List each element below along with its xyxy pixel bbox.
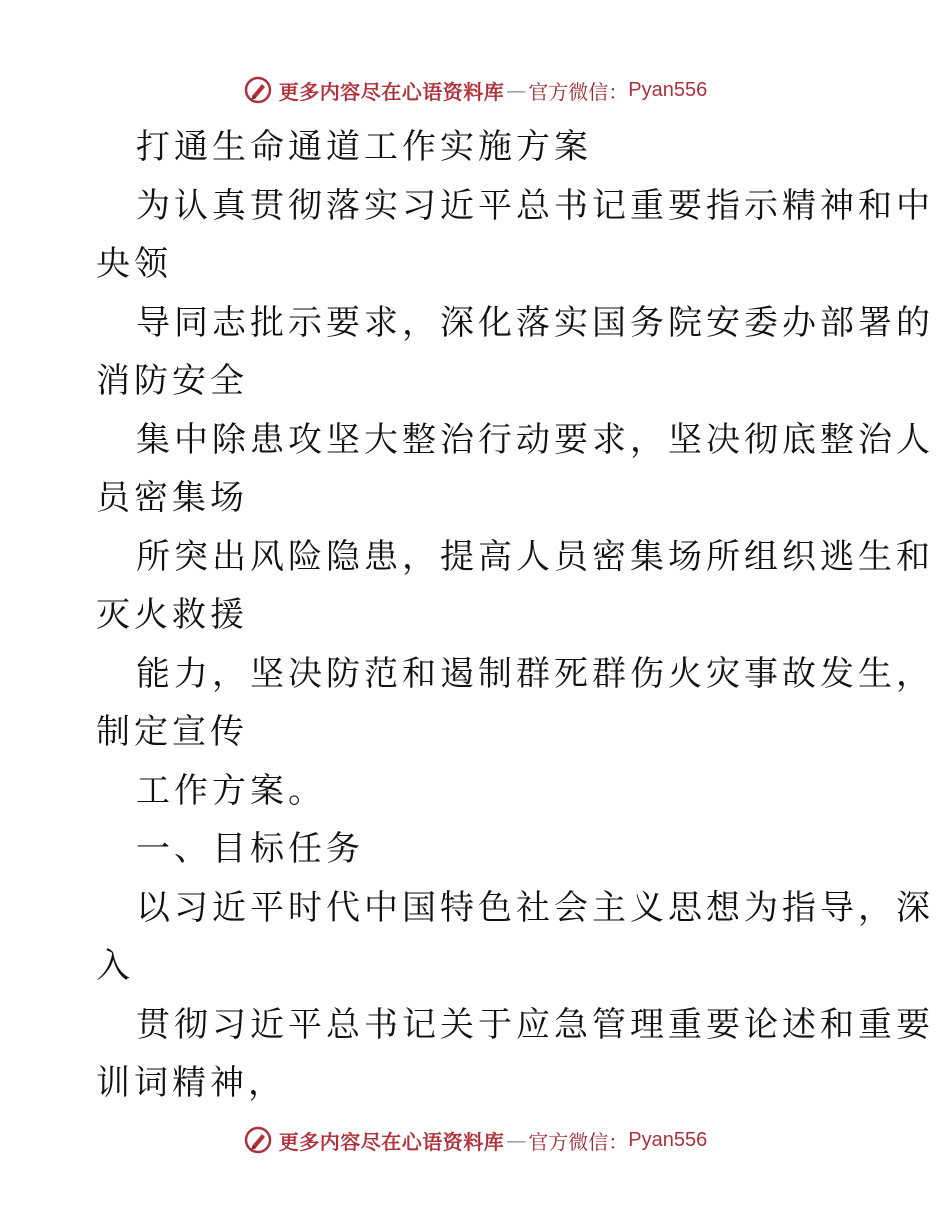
text-line: 所突出风险隐患，提高人员密集场所组织逃生和 [136, 536, 934, 577]
text-line: 集中除患攻坚大整治行动要求，坚决彻底整治人 [136, 419, 934, 460]
text-line: 导同志批示要求，深化落实国务院安委办部署的 [136, 302, 934, 343]
banner-label: 官方微信： [528, 1129, 629, 1154]
banner-title: 更多内容尽在心语资料库 [278, 1129, 505, 1154]
pen-logo-icon [243, 75, 273, 105]
text-line: 员密集场 [96, 478, 248, 518]
banner-label: 官方微信： [528, 79, 629, 104]
text-line: 消防安全 [96, 361, 248, 401]
text-line: 工作方案。 [136, 770, 326, 811]
banner-separator: — [506, 78, 527, 102]
banner-title: 更多内容尽在心语资料库 [278, 79, 505, 104]
text-line: 为认真贯彻落实习近平总书记重要指示精神和中 [136, 185, 934, 226]
text-line: 训词精神， [96, 1063, 286, 1103]
text-line: 制定宣传 [96, 712, 248, 752]
section-heading: 一、目标任务 [136, 829, 364, 869]
text-line: 能力，坚决防范和遏制群死群伤火灾事故发生， [136, 653, 934, 694]
banner-separator: — [506, 1128, 527, 1152]
text-line: 入 [96, 946, 134, 986]
text-line: 以习近平时代中国特色社会主义思想为指导，深 [136, 887, 934, 928]
text-line: 贯彻习近平总书记关于应急管理重要论述和重要 [136, 1004, 934, 1045]
text-line: 央领 [96, 244, 172, 284]
document-title: 打通生命通道工作实施方案 [136, 127, 592, 167]
footer-banner [0, 1120, 950, 1160]
document-body [96, 118, 934, 1113]
text-line: 灭火救援 [96, 595, 248, 635]
header-banner [0, 70, 950, 110]
pen-logo-icon [243, 1125, 273, 1155]
banner-wechat-id: Pyan556 [628, 78, 708, 101]
banner-wechat-id: Pyan556 [628, 1128, 708, 1151]
